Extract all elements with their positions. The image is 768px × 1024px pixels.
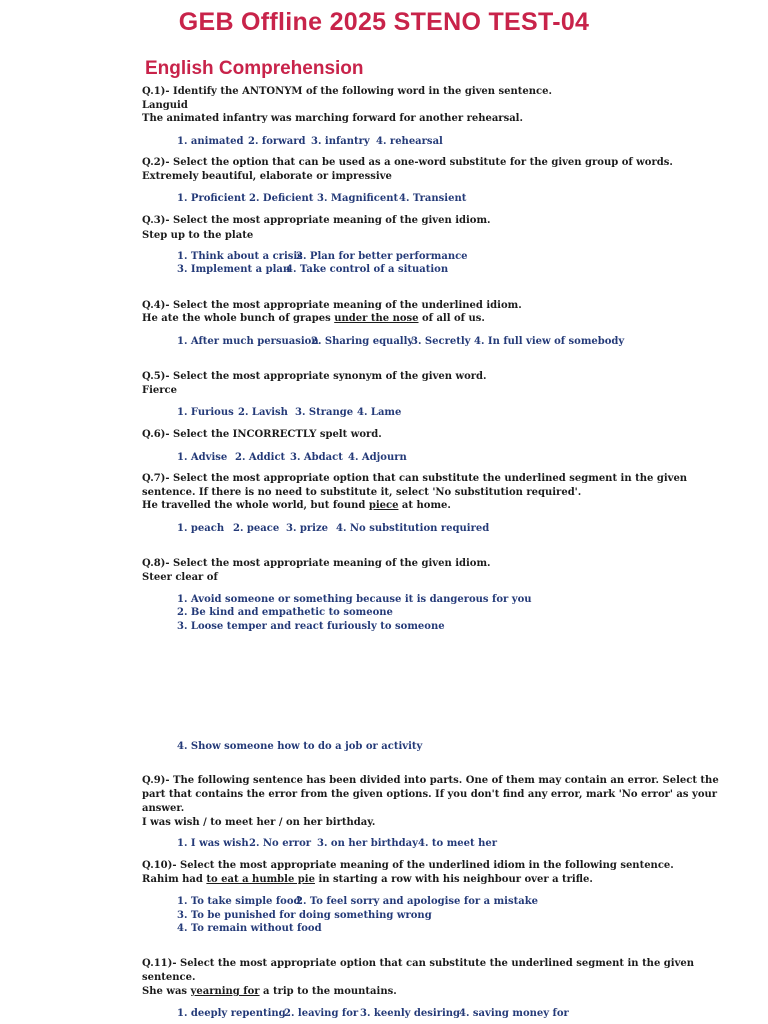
question-9-sentence: I was wish / to meet her / on her birthday. (142, 817, 376, 828)
question-4-sentence (142, 313, 485, 325)
question-9-stem-line-3: answer. (142, 803, 185, 814)
question-10-option-2: 2. To feel sorry and apologise for a mistake (296, 896, 538, 907)
question-3-option-4: 4. Take control of a situation (286, 264, 449, 275)
question-3-stem: Q.3)- Select the most appropriate meaning of the given idiom. (142, 215, 491, 226)
question-9-option-4: 4. to meet her (418, 838, 497, 849)
question-1-option-4: 4. rehearsal (376, 136, 443, 147)
question-10-sentence (142, 874, 593, 886)
section-heading: English Comprehension (145, 58, 364, 79)
question-10-stem: Q.10)- Select the most appropriate meaning of the underlined idiom in the following sentence. (142, 860, 674, 871)
question-4-option-2: 2. Sharing equally (311, 336, 414, 347)
question-11-sentence-before: She was (142, 986, 191, 997)
question-7-sentence (142, 500, 451, 512)
question-5-stem: Q.5)- Select the most appropriate synonym of the given word. (142, 371, 487, 382)
question-7-sentence-before: He travelled the whole world, but found (142, 500, 369, 511)
question-9-option-1: 1. I was wish (177, 838, 249, 849)
question-11-sentence-after: a trip to the mountains. (259, 986, 397, 997)
question-11-stem-line-1: Q.11)- Select the most appropriate option that can substitute the underlined segment in the given (142, 958, 695, 969)
question-7-stem-line-1: Q.7)- Select the most appropriate option that can substitute the underlined segment in the given (142, 473, 688, 484)
question-10-option-4: 4. To remain without food (177, 923, 322, 934)
question-6-option-2: 2. Addict (235, 452, 286, 463)
question-11-option-2: 2. leaving for (284, 1008, 359, 1019)
question-11-stem-line-2: sentence. (142, 972, 196, 983)
question-2-phrase: Extremely beautiful, elaborate or impressive (142, 171, 392, 182)
question-6-stem: Q.6)- Select the INCORRECTLY spelt word. (142, 429, 382, 440)
question-1-option-2: 2. forward (248, 136, 306, 147)
question-1-option-3: 3. infantry (311, 136, 370, 147)
page-title: GEB Offline 2025 STENO TEST-04 (178, 8, 590, 36)
question-5-word: Fierce (142, 385, 177, 396)
question-3-option-3: 3. Implement a plan (177, 264, 291, 275)
question-11-option-3: 3. keenly desiring (360, 1008, 461, 1019)
question-8-idiom: Steer clear of (142, 572, 218, 583)
question-3-option-2: 2. Plan for better performance (296, 251, 468, 262)
question-3-option-1: 1. Think about a crisis (177, 251, 303, 262)
question-3-idiom: Step up to the plate (142, 230, 254, 241)
question-6-option-4: 4. Adjourn (348, 452, 407, 463)
question-10-sentence-before: Rahim had (142, 874, 207, 885)
question-8-option-3: 3. Loose temper and react furiously to someone (177, 621, 445, 632)
question-5-option-1: 1. Furious (177, 407, 234, 418)
question-5-option-3: 3. Strange (295, 407, 354, 418)
question-4-option-4: 4. In full view of somebody (474, 336, 625, 347)
question-10-option-3: 3. To be punished for doing something wrong (177, 910, 432, 921)
question-9-option-2: 2. No error (249, 838, 312, 849)
question-6-option-1: 1. Advise (177, 452, 228, 463)
question-2-option-2: 2. Deficient (249, 193, 314, 204)
question-1-sentence: The animated infantry was marching forward for another rehearsal. (142, 113, 523, 124)
question-7-sentence-after: at home. (398, 500, 451, 511)
question-4-option-1: 1. After much persuasion (177, 336, 319, 347)
question-8-stem: Q.8)- Select the most appropriate meaning of the given idiom. (142, 558, 491, 569)
question-5-option-4: 4. Lame (357, 407, 402, 418)
question-11-option-1: 1. deeply repenting (177, 1008, 286, 1019)
question-11-sentence (142, 986, 397, 998)
question-2-stem: Q.2)- Select the option that can be used as a one-word substitute for the given group of words. (142, 157, 673, 168)
question-7-option-4: 4. No substitution required (336, 523, 490, 534)
question-5-option-2: 2. Lavish (238, 407, 288, 418)
question-11-option-4: 4. saving money for (459, 1008, 569, 1019)
question-9-stem-line-1: Q.9)- The following sentence has been divided into parts. One of them may contain an error. Select the (142, 775, 719, 786)
question-4-sentence-after: of all of us. (418, 313, 485, 324)
question-1-stem: Q.1)- Identify the ANTONYM of the following word in the given sentence. (142, 86, 552, 97)
question-10-option-1: 1. To take simple food (177, 896, 301, 907)
question-7-underlined-segment: piece (368, 500, 399, 511)
question-2-option-4: 4. Transient (399, 193, 467, 204)
question-4-sentence-before: He ate the whole bunch of grapes (142, 313, 335, 324)
question-10-underlined-idiom: to eat a humble pie (206, 874, 315, 885)
question-2-option-3: 3. Magnificent (317, 193, 399, 204)
question-7-option-2: 2. peace (233, 523, 280, 534)
question-1-word: Languid (142, 100, 188, 111)
question-4-underlined-idiom: under the nose (334, 313, 419, 324)
question-4-option-3: 3. Secretly (411, 336, 471, 347)
question-6-option-3: 3. Abdact (290, 452, 343, 463)
question-11-underlined-segment: yearning for (190, 986, 260, 997)
question-7-stem-line-2: sentence. If there is no need to substitute it, select 'No substitution required'. (142, 487, 582, 498)
question-8-option-1: 1. Avoid someone or something because it is dangerous for you (177, 594, 532, 605)
question-9-option-3: 3. on her birthday (317, 838, 418, 849)
question-8-option-4: 4. Show someone how to do a job or activity (177, 741, 423, 752)
question-9-stem-line-2: part that contains the error from the given options. If you don't find any error, mark 'No error' as your (142, 789, 718, 800)
question-8-option-2: 2. Be kind and empathetic to someone (177, 607, 393, 618)
question-1-option-1: 1. animated (177, 136, 244, 147)
question-7-option-1: 1. peach (177, 523, 225, 534)
question-10-sentence-after: in starting a row with his neighbour over a trifle. (314, 874, 593, 885)
question-2-option-1: 1. Proficient (177, 193, 246, 204)
question-4-stem: Q.4)- Select the most appropriate meaning of the underlined idiom. (142, 300, 522, 311)
question-7-option-3: 3. prize (286, 523, 329, 534)
